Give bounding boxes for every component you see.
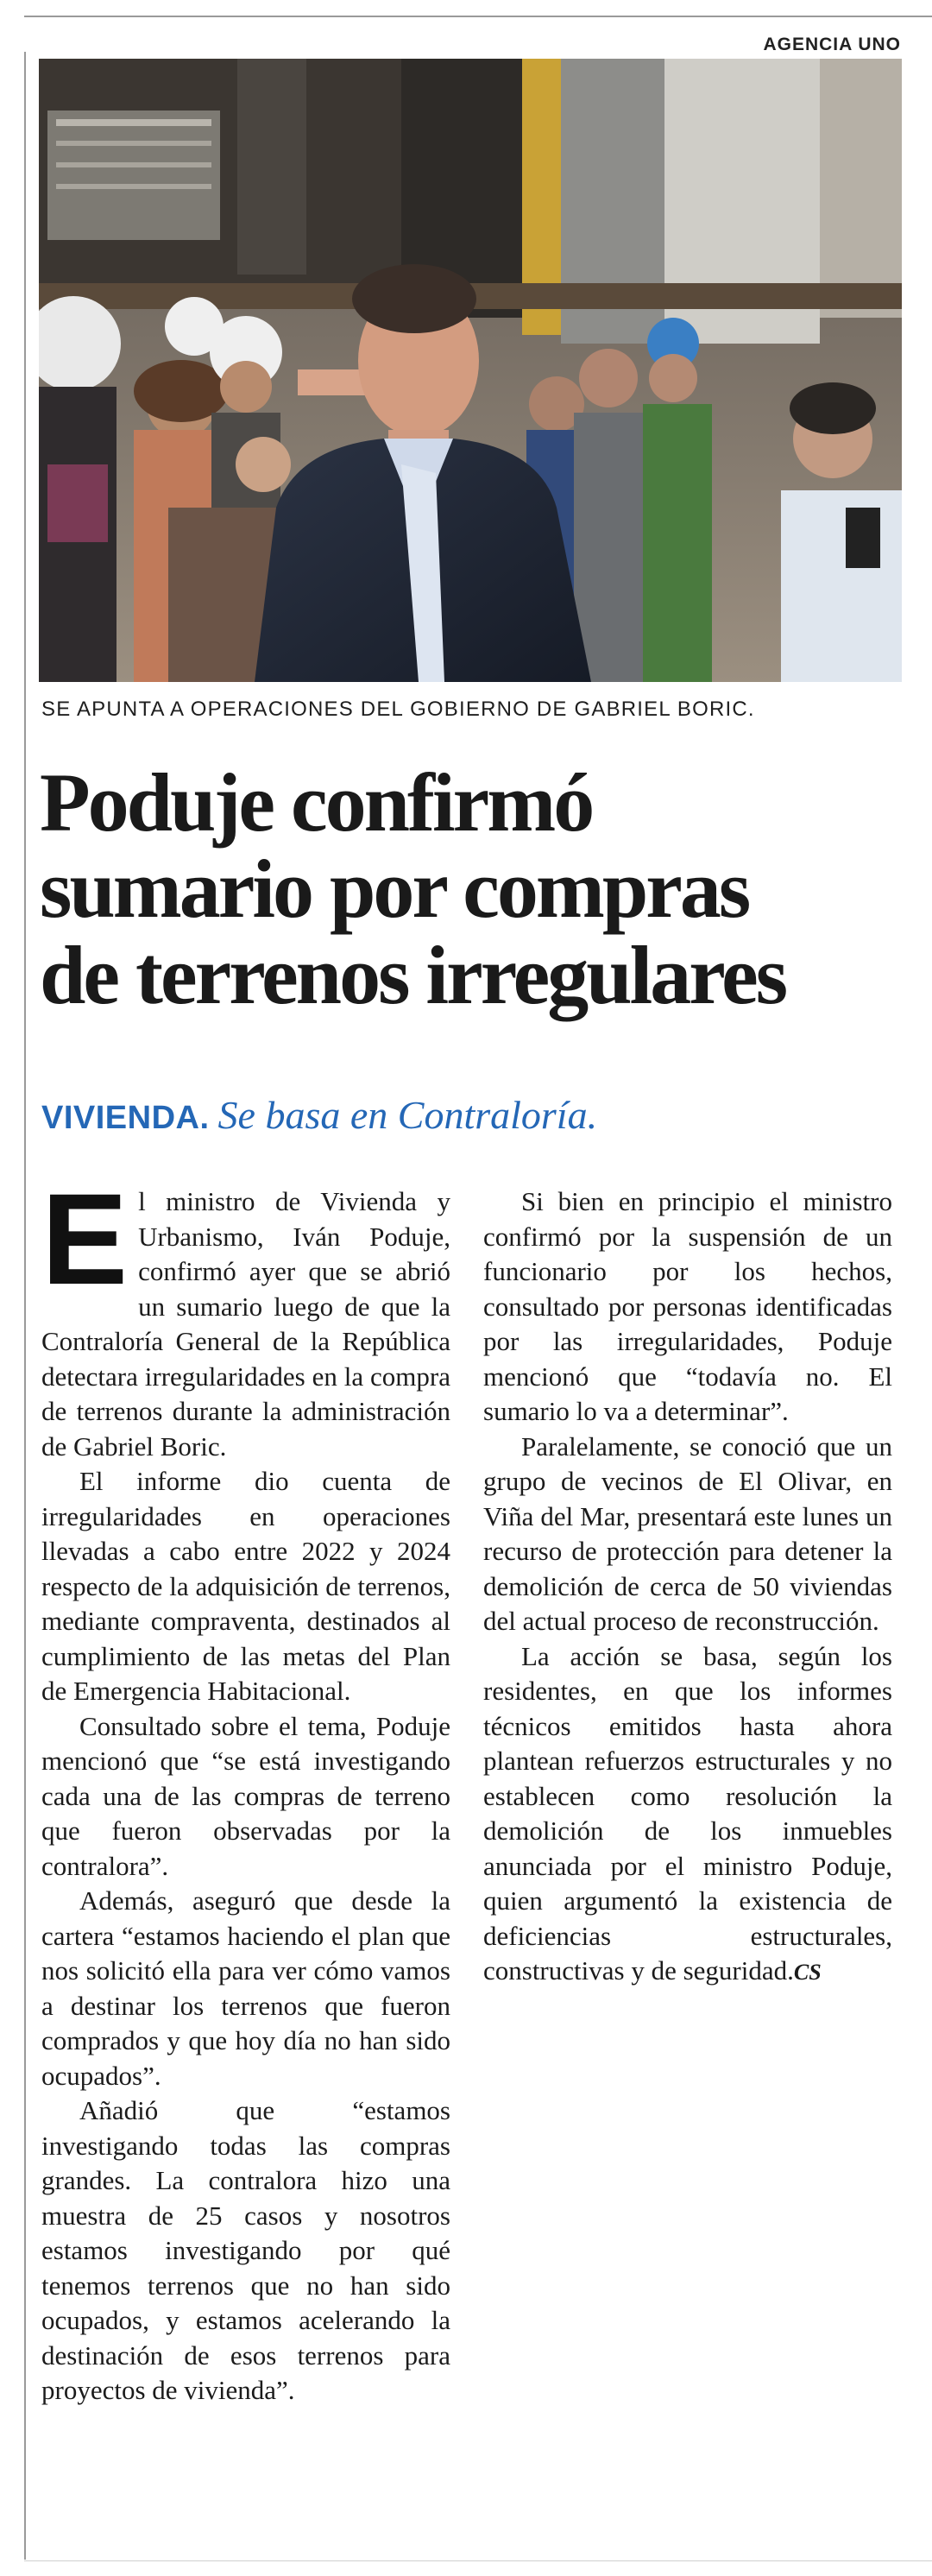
paragraph-4: Además, aseguró que desde la cartera “estamos haciendo el plan que nos solicitó ella para ver cómo vamos a destinar los terrenos que fueron comprados y que hoy día no han sido ocupados”. <box>41 1885 450 2091</box>
paragraph-2: El informe dio cuenta de irregularidades en operaciones llevadas a cabo entre 2022 y 2024 respecto de la adquisición de terrenos, mediante compraventa, destinados al cumplimiento de las metas del Plan de Emergencia Habitacional. <box>41 1466 450 1706</box>
deck: Se basa en Contraloría. <box>217 1093 598 1137</box>
headline-line-2: sumario por compras <box>40 843 749 935</box>
top-rule <box>24 16 932 17</box>
kicker <box>41 1092 597 1138</box>
section-label: VIVIENDA. <box>41 1100 210 1136</box>
paragraph-8 <box>483 1639 892 1991</box>
news-photo <box>39 59 902 682</box>
article-column-2 <box>483 1184 892 1991</box>
photo-credit: AGENCIA UNO <box>763 35 901 54</box>
headline-line-1: Poduje confirmó <box>40 756 593 849</box>
left-rule <box>24 52 26 2560</box>
end-mark: CS <box>793 1960 822 1985</box>
headline <box>40 756 911 1021</box>
paragraph-1 <box>41 1166 450 1464</box>
paragraph-5: Añadió que “estamos investigando todas las compras grandes. La contralora hizo una muestra de 25 casos y nosotros estamos investigando por qué tenemos terrenos que no han sido ocupados, y estamos acelerando la destinación de esos terrenos para proyectos de vivienda”. <box>41 2095 450 2405</box>
paragraph-8-text: La acción se basa, según los residentes, en que los informes técnicos emitidos hasta ahora plantean refuerzos estructurales y no establecen como resolución la demolición de los inmuebles anunciada por el ministro Poduje, quien argumentó la existencia de deficiencias estructurales, constructivas y de seguridad. <box>483 1640 892 1986</box>
article-column-1 <box>41 1166 450 2409</box>
paragraph-3: Consultado sobre el tema, Poduje mencionó que “se está investigando cada una de las compras de terreno que fueron observadas por la contralora”. <box>41 1710 450 1881</box>
photo-caption: SE APUNTA A OPERACIONES DEL GOBIERNO DE GABRIEL BORIC. <box>41 698 755 721</box>
headline-line-3: de terrenos irregulares <box>40 929 786 1021</box>
bottom-rule <box>24 2560 932 2561</box>
paragraph-7: Paralelamente, se conoció que un grupo de vecinos de El Olivar, en Viña del Mar, presentará este lunes un recurso de protección para detener la demolición de cerca de 50 viviendas del actual proceso de reconstrucción. <box>483 1430 892 1636</box>
paragraph-6: Si bien en principio el ministro confirmó por la suspensión de un funcionario por los hechos, consultado por personas identificadas por las irregularidades, Poduje mencionó que “todavía no. El sumario lo va a determinar”. <box>483 1186 892 1426</box>
paragraph-1-text: l ministro de Vivienda y Urbanismo, Iván Poduje, confirmó ayer que se abrió un sumario luego de que la Contraloría General de la República detectara irregularidades en la compra de terrenos durante la administración de Gabriel Boric. <box>41 1186 450 1462</box>
drop-cap: E <box>41 1166 129 1311</box>
